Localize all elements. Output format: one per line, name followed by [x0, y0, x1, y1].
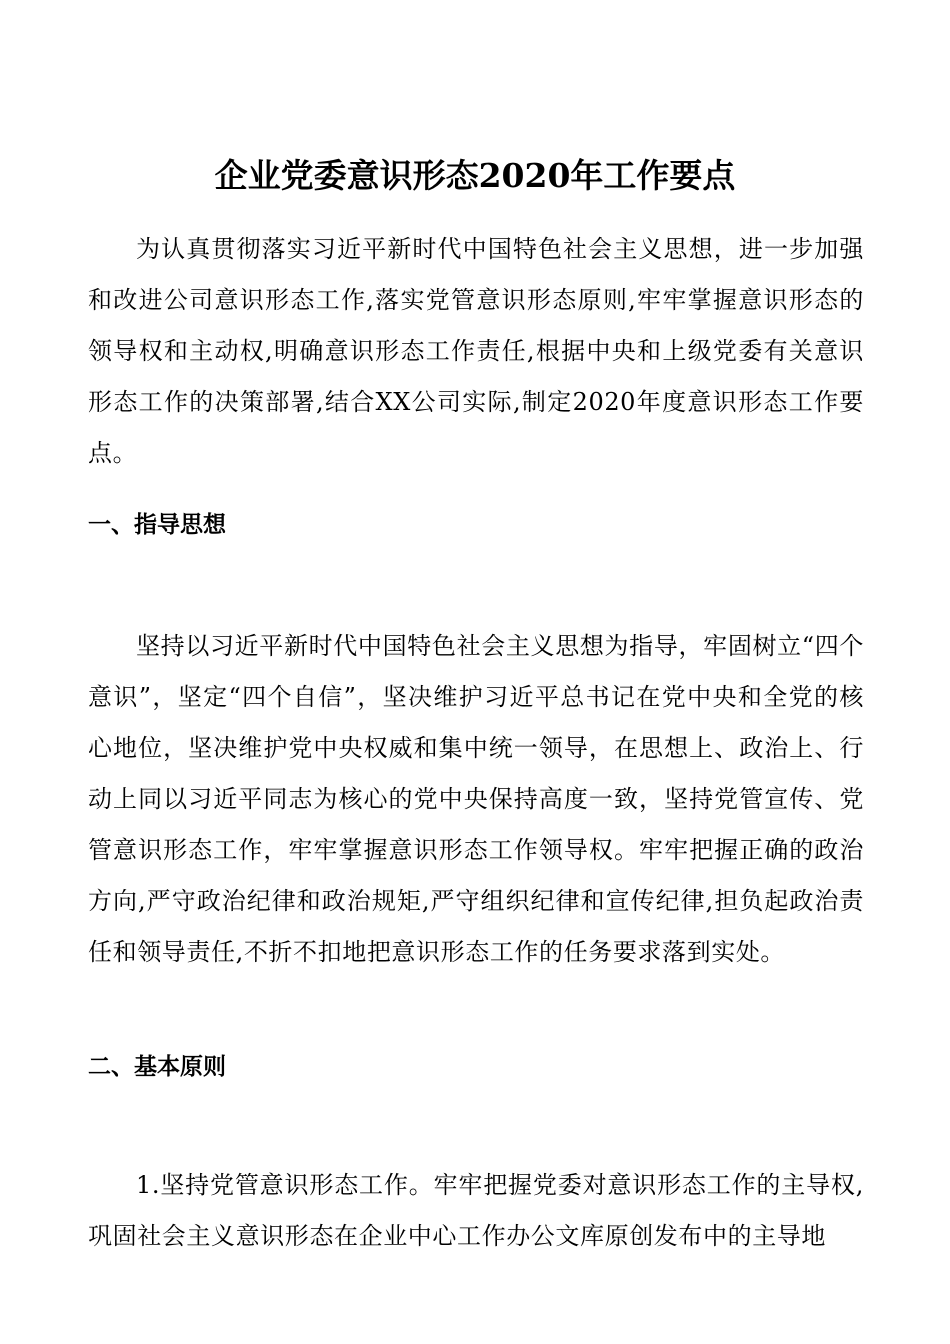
document-title: 企业党委意识形态2020年工作要点	[214, 156, 736, 195]
section-heading-guiding-ideology: 一、指导思想	[88, 512, 226, 538]
intro-paragraph: 为认真贯彻落实习近平新时代中国特色社会主义思想，进一步加强和改进公司意识形态工作,落实党管意识形态原则,牢牢掌握意识形态的领导权和主动权,明确意识形态工作责任,根据中央和上级党委有关意识形态工作的决策部署,结合XX公司实际,制定2020年度意识形态工作要点。	[88, 235, 864, 467]
section-body-guiding-ideology: 坚持以习近平新时代中国特色社会主义思想为指导，牢固树立“四个意识”，坚定“四个自信”，坚决维护习近平总书记在党中央和全党的核心地位，坚决维护党中央权威和集中统一领导，在思想上、政治上、行动上同以习近平同志为核心的党中央保持高度一致，坚持党管宣传、党管意识形态工作，牢牢掌握意识形态工作领导权。牢牢把握正确的政治方向,严守政治纪律和政治规矩,严守组织纪律和宣传纪律,担负起政治责任和领导责任,不折不扣地把意识形态工作的任务要求落到实处。	[88, 632, 864, 966]
section-body-basic-principles: 1.坚持党管意识形态工作。牢牢把握党委对意识形态工作的主导权,巩固社会主义意识形态在企业中心工作办公文库原创发布中的主导地	[88, 1171, 864, 1250]
section-heading-basic-principles: 二、基本原则	[88, 1054, 226, 1080]
